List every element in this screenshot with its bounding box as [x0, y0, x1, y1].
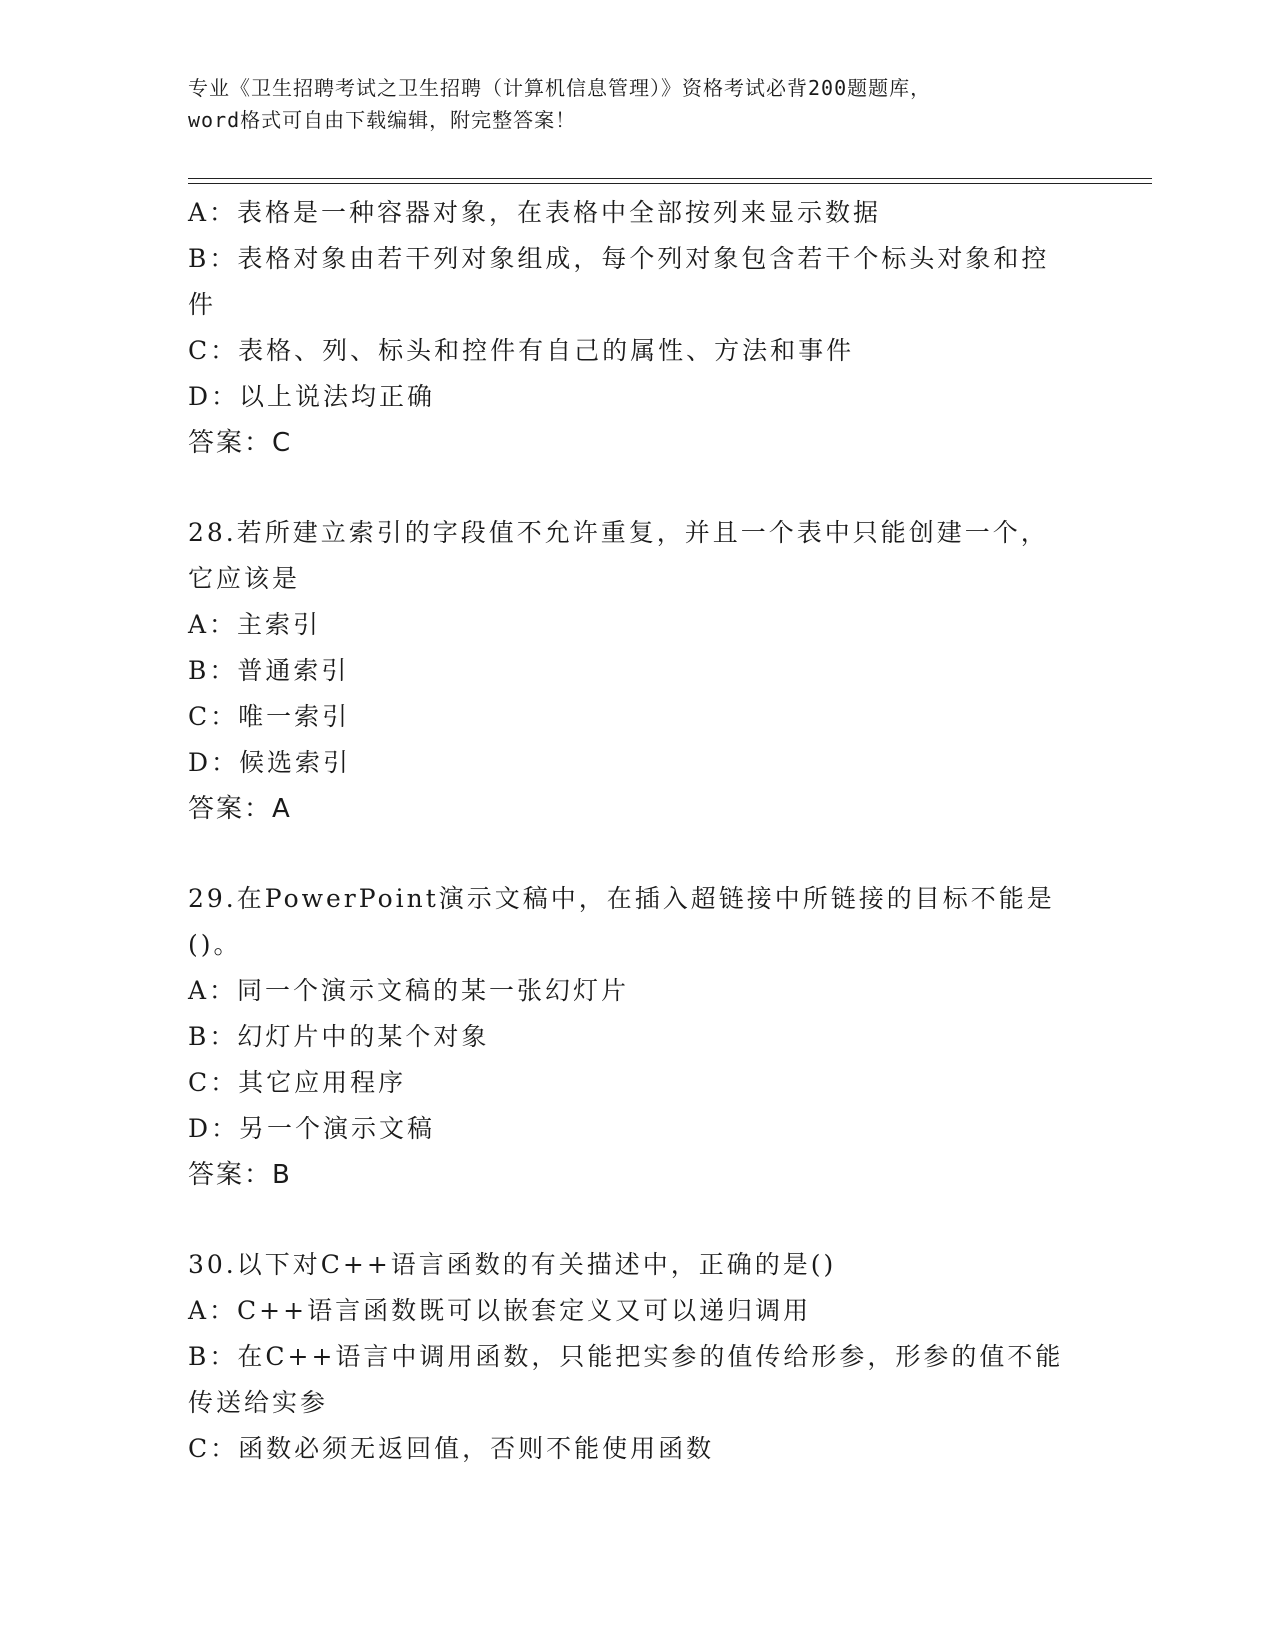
q29-stem-line-2: ()。: [188, 930, 242, 959]
header-line-1: 专业《卫生招聘考试之卫生招聘（计算机信息管理）》资格考试必背200题题库，: [188, 76, 932, 100]
q29-option-b: B：幻灯片中的某个对象: [188, 1022, 490, 1051]
spacer: [188, 466, 1088, 510]
q28-stem-line-2: 它应该是: [188, 564, 301, 593]
q28-stem-line-1: 28.若所建立索引的字段值不允许重复，并且一个表中只能创建一个，: [188, 518, 1049, 547]
q27-option-a: A：表格是一种容器对象，在表格中全部按列来显示数据: [188, 198, 882, 227]
q29-stem-line-1: 29.在PowerPoint演示文稿中，在插入超链接中所链接的目标不能是: [188, 884, 1055, 913]
q27-option-d: D：以上说法均正确: [188, 382, 436, 411]
q28-option-b: B：普通索引: [188, 656, 350, 685]
q30-option-a: A：C++语言函数既可以嵌套定义又可以递归调用: [188, 1296, 812, 1325]
q27-option-b-line-1: B：表格对象由若干列对象组成，每个列对象包含若干个标头对象和控: [188, 244, 1050, 273]
question-29-block: [188, 876, 1088, 1198]
q30-option-c: C：函数必须无返回值，否则不能使用函数: [188, 1434, 715, 1463]
q29-answer: 答案：B: [188, 1160, 292, 1190]
document-header: [188, 72, 1088, 136]
q30-option-b-line-1: B：在C++语言中调用函数，只能把实参的值传给形参，形参的值不能: [188, 1342, 1064, 1371]
header-divider-bottom: [188, 183, 1152, 184]
q29-option-d: D：另一个演示文稿: [188, 1114, 436, 1143]
question-content: [188, 190, 1088, 1472]
q30-option-b-line-2: 传送给实参: [188, 1388, 329, 1417]
q27-answer: 答案：C: [188, 428, 293, 458]
q30-stem: 30.以下对C++语言函数的有关描述中，正确的是(): [188, 1250, 837, 1279]
question-28-block: [188, 510, 1088, 832]
header-line-2: word格式可自由下载编辑，附完整答案！: [188, 108, 577, 132]
q28-answer: 答案：A: [188, 794, 292, 824]
q28-option-a: A：主索引: [188, 610, 322, 639]
header-divider-top: [188, 178, 1152, 179]
q29-option-c: C：其它应用程序: [188, 1068, 407, 1097]
q27-option-c: C：表格、列、标头和控件有自己的属性、方法和事件: [188, 336, 855, 365]
q28-option-d: D：候选索引: [188, 748, 352, 777]
q27-option-b-line-2: 件: [188, 290, 217, 319]
q29-option-a: A：同一个演示文稿的某一张幻灯片: [188, 976, 630, 1005]
q28-option-c: C：唯一索引: [188, 702, 351, 731]
question-27-block: [188, 190, 1088, 466]
spacer: [188, 832, 1088, 876]
question-30-block: [188, 1242, 1088, 1472]
spacer: [188, 1198, 1088, 1242]
